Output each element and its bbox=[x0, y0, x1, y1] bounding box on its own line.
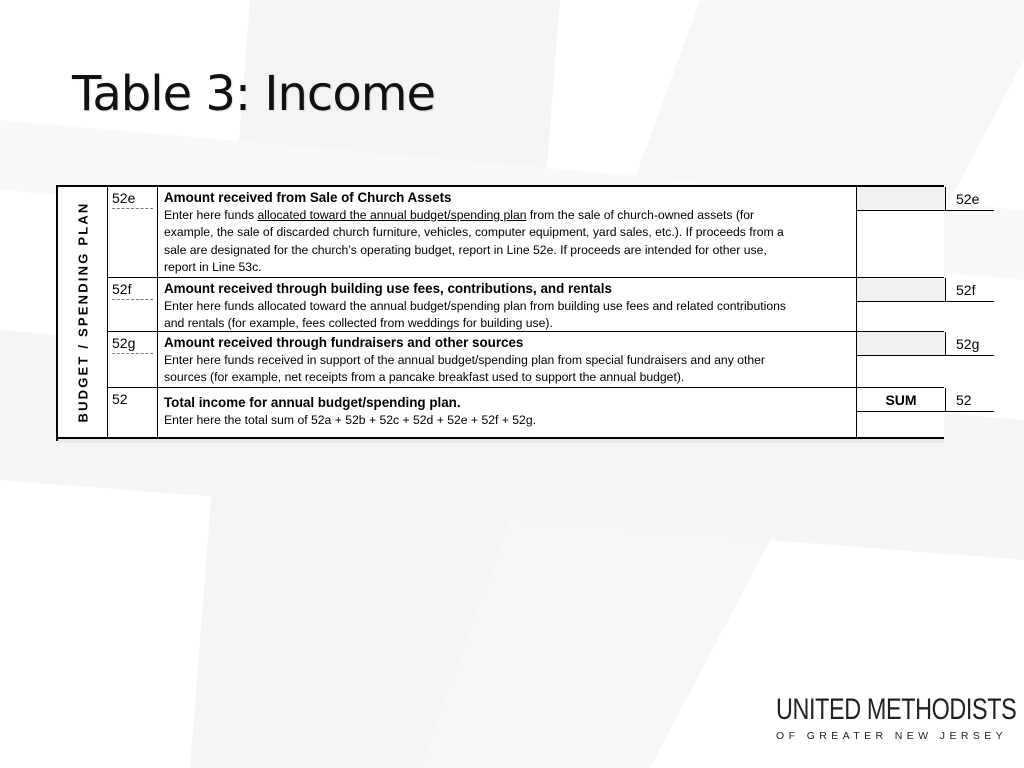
line-heading: Amount received through fundraisers and other sources bbox=[164, 335, 524, 350]
income-form-table bbox=[56, 185, 980, 441]
logo-main-text: UNITED METHODISTS bbox=[776, 693, 1017, 726]
line-description: Amount received from Sale of Church Assets Enter here funds allocated toward the annual budget/spending plan from the sale of church-owned assets (for example, the sale of discarded church furniture, vehicles, computer equipment, yard sales, etc.). If proceeds from a sale are designated for the church’s operating budget, report in Line 52e. If proceeds are intended for other use, report in Line 53c. bbox=[164, 189, 800, 277]
line-description: Amount received through fundraisers and other sources Enter here funds received in support of the annual budget/spending plan from special fundraisers and any other sources (for example, net receipts from a pancake breakfast used to support the annual budget). bbox=[164, 334, 800, 387]
underlined-phrase: allocated toward the annual budget/spending plan bbox=[257, 207, 527, 222]
box-code: 52 bbox=[945, 388, 994, 412]
section-side-label: BUDGET / SPENDING PLAN bbox=[58, 187, 108, 437]
form-row-52g bbox=[108, 332, 980, 388]
shaded-label-cell bbox=[856, 278, 945, 302]
amount-input-52f[interactable] bbox=[856, 302, 995, 331]
line-heading: Amount received through building use fees, contributions, and rentals bbox=[164, 281, 612, 296]
amount-input-52g[interactable] bbox=[856, 356, 995, 387]
form-row-52f bbox=[108, 278, 976, 332]
line-heading: Total income for annual budget/spending plan. bbox=[164, 395, 461, 410]
shaded-label-cell bbox=[856, 187, 945, 211]
slide-title: Table 3: Income bbox=[72, 66, 435, 122]
line-code: 52 bbox=[108, 388, 158, 437]
box-code: 52f bbox=[945, 278, 994, 302]
box-code: 52e bbox=[945, 187, 994, 211]
table-bottom-edge bbox=[58, 437, 944, 443]
organization-logo bbox=[776, 693, 1017, 742]
form-row-52-total bbox=[108, 388, 972, 437]
form-row-52e bbox=[108, 187, 980, 278]
shaded-label-cell bbox=[856, 332, 945, 356]
amount-input-52e[interactable] bbox=[856, 211, 995, 277]
line-description: Amount received through building use fees, contributions, and rentals Enter here funds allocated toward the annual budget/spending plan from building use fees and related contributions and rentals (for example, fees collected from weddings for building use). bbox=[164, 280, 800, 333]
sum-label: SUM bbox=[856, 388, 945, 412]
line-description: Total income for annual budget/spending plan. Enter here the total sum of 52a + 52b + 52c + 52d + 52e + 52f + 52g. bbox=[164, 394, 800, 429]
amount-input-52-total[interactable] bbox=[856, 412, 995, 437]
logo-sub-text: OF GREATER NEW JERSEY bbox=[776, 730, 1008, 742]
line-code: 52e bbox=[108, 187, 158, 277]
box-code: 52g bbox=[945, 332, 994, 356]
line-code: 52f bbox=[108, 278, 158, 331]
line-code: 52g bbox=[108, 332, 158, 387]
line-heading: Amount received from Sale of Church Assets bbox=[164, 190, 452, 205]
